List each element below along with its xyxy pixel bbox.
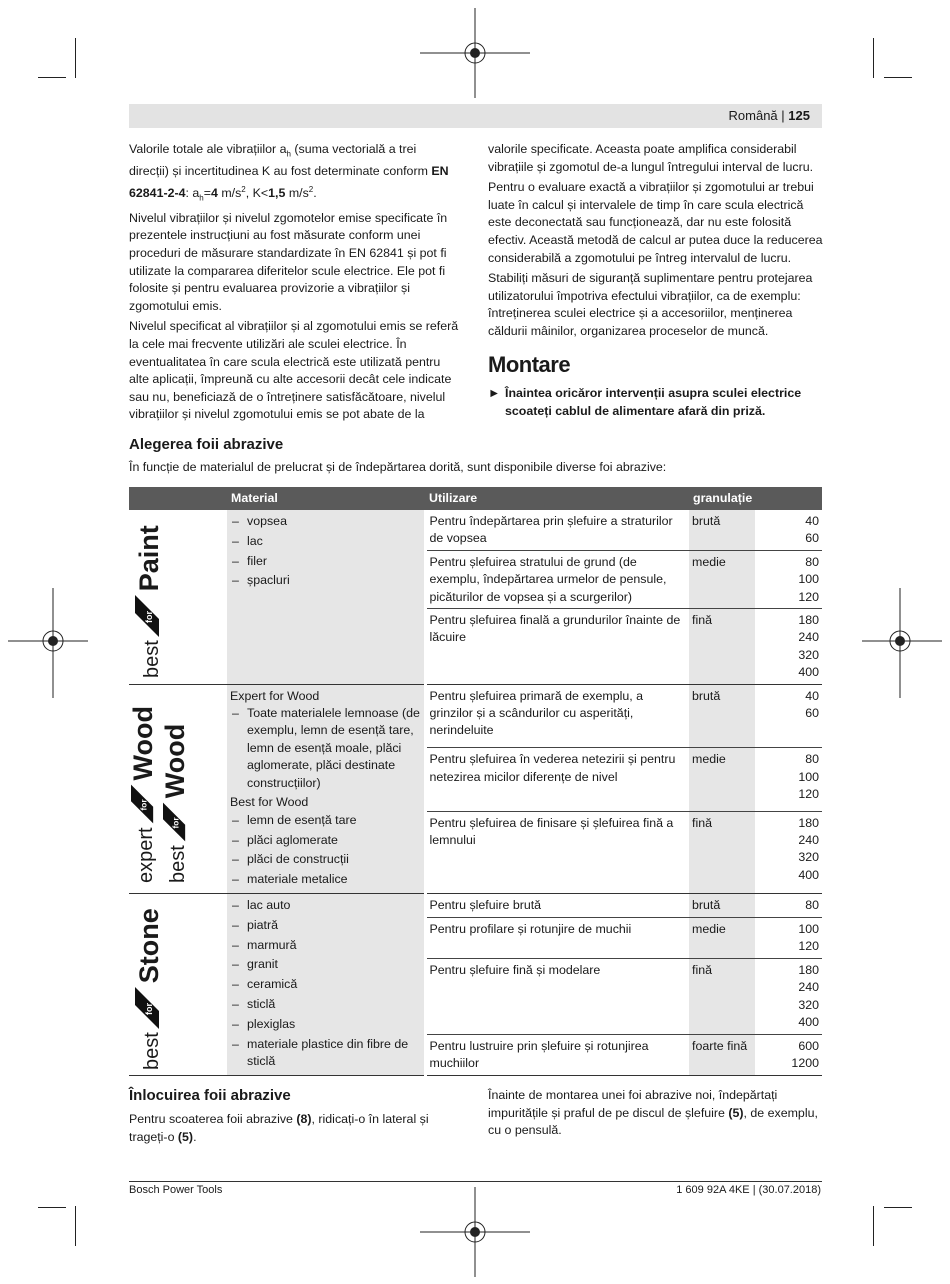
- logo-best-for-stone: [129, 894, 227, 1076]
- grit-number-cell: 80 100 120: [755, 748, 822, 811]
- crop-mark: [884, 77, 912, 78]
- use-cell: Pentru profilare și rotunjire de muchii: [425, 917, 689, 958]
- use-cell: Pentru șlefuire fină și modelare: [425, 958, 689, 1034]
- material-cell: [227, 684, 425, 893]
- grit-cell: fină: [689, 958, 755, 1034]
- header-separator: |: [781, 108, 785, 123]
- grit-number-cell: 180 240 320 400: [755, 609, 822, 685]
- list-item: – plăci aglomerate: [230, 832, 421, 849]
- use-cell: Pentru șlefuire brută: [425, 894, 689, 918]
- grit-cell: fină: [689, 811, 755, 893]
- logo-expert-text: expert: [135, 827, 157, 883]
- use-cell: Pentru șlefuirea de finisare și șlefuirea fină a lemnului: [425, 811, 689, 893]
- material-list: [230, 513, 421, 590]
- use-cell: Pentru îndepărtarea prin șlefuire a straturilor de vopsea: [425, 510, 689, 550]
- table-row: [129, 510, 822, 550]
- page-number: 125: [788, 108, 810, 123]
- list-item: – granit: [230, 956, 421, 973]
- section-title-abrasive: Alegerea foii abrazive: [129, 436, 284, 453]
- use-cell: Pentru șlefuirea finală a grundurilor înainte de lăcuire: [425, 609, 689, 685]
- grit-number-cell: 80: [755, 894, 822, 918]
- list-item: – ceramică: [230, 976, 421, 993]
- list-item: – filer: [230, 553, 421, 570]
- header-cell: [129, 487, 227, 510]
- list-item: – Toate materialele lemnoase (de exemplu, lemn de esență tare, lemn de esență moale, plăci aglomerate, plăci destinate construcțiilor): [230, 705, 421, 792]
- list-item: – sticlă: [230, 996, 421, 1013]
- header-material: Material: [227, 487, 425, 510]
- footer-divider: [129, 1181, 822, 1182]
- use-cell: Pentru șlefuirea în vederea netezirii și pentru netezirea micilor diferențe de nivel: [425, 748, 689, 811]
- paragraph: valorile specificate. Aceasta poate amplifica considerabil vibrațiile și zgomotul de-a lungul întregului interval de lucru.: [488, 142, 814, 174]
- material-group-title: Best for Wood: [230, 795, 309, 810]
- warning-note: [488, 385, 823, 420]
- list-item: – vopsea: [230, 513, 421, 530]
- crop-mark: [75, 38, 76, 78]
- paragraph: Stabiliți măsuri de siguranță suplimentare pentru protejarea utilizatorului împotriva efectului vibrațiilor, ca de exemplu: întreținerea sculei electrice și a accesoriilor, menținerea căldurii mâinilor, organizarea proceselor de muncă.: [488, 271, 813, 338]
- paragraph: Valorile totale ale vibrațiilor $a_h$ (suma vectorială a trei direcții) și incertitudinea K au fost determinate conform EN 62841-2-4: $a_h=4$ $m/s^2$, K<1,5 $m/s^2$.: [129, 142, 449, 203]
- use-cell: Pentru lustruire prin șlefuire și rotunjirea muchiilor: [425, 1034, 689, 1075]
- grit-cell: brută: [689, 894, 755, 918]
- header-language: Română: [728, 108, 778, 123]
- registration-mark-icon: [862, 588, 942, 698]
- abrasive-table: [129, 487, 822, 1076]
- material-list: [230, 812, 421, 889]
- use-cell: Pentru șlefuirea stratului de grund (de exemplu, îndepărtarea urmelor de pensule, picăturilor de vopsea și a scurgerilor): [425, 550, 689, 608]
- replace-right-text: Înainte de montarea unei foi abrazive noi, îndepărtați impuritățile și praful de pe discul de șlefuire (5), de exemplu, cu o pensulă.: [488, 1088, 818, 1138]
- paragraph: Nivelul vibrațiilor și nivelul zgomotelor emise specificate în prezentele instrucțiuni au fost măsurate conform unei proceduri de măsurare standardizate în EN 62841 și pot fi utilizate la compararea diferitelor scule electrice. Ele pot fi folosite și pentru evaluarea provizorie a vibrațiilor și zgomotului emis.: [129, 210, 448, 313]
- material-cell: [227, 894, 425, 1076]
- grit-cell: brută: [689, 510, 755, 550]
- logo-for-badge-icon: [135, 595, 161, 637]
- grit-number-cell: 600 1200: [755, 1034, 822, 1075]
- list-item: – marmură: [230, 937, 421, 954]
- grit-number-cell: 180 240 320 400: [755, 811, 822, 893]
- svg-text:for: for: [170, 816, 181, 828]
- crop-mark: [873, 1206, 874, 1246]
- footer-doc-id: 1 609 92A 4KE | (30.07.2018): [676, 1184, 821, 1196]
- grit-cell: medie: [689, 917, 755, 958]
- list-item: – lac auto: [230, 897, 421, 914]
- grit-cell: medie: [689, 748, 755, 811]
- left-column: [129, 141, 459, 427]
- material-list: [230, 897, 421, 1070]
- list-item: – lemn de esență tare: [230, 812, 421, 829]
- paragraph: Nivelul specificat al vibrațiilor și al zgomotului emis se referă la cele mai frecvente utilizări ale sculei electrice. În eventualitatea în care scula electrică este utilizată pentru alte aplicații, împreună cu alte accesorii decât cele indicate sau nu, beneficiază de o întreținere satisfăcătoare, nivelul vibrațiilor și nivelul zgomotului emis se pot abate de la: [129, 319, 459, 422]
- logo-name: Paint: [134, 525, 164, 592]
- logo-expert-best-for-wood: [129, 684, 227, 893]
- grit-cell: medie: [689, 550, 755, 608]
- logo-for-badge-icon: [135, 987, 161, 1029]
- grit-number-cell: 180 240 320 400: [755, 958, 822, 1034]
- logo-for-badge-icon: [131, 784, 155, 824]
- list-item: – lac: [230, 533, 421, 550]
- grit-number-cell: 40 60: [755, 510, 822, 550]
- grit-cell: fină: [689, 609, 755, 685]
- crop-mark: [873, 38, 874, 78]
- grit-number-cell: 100 120: [755, 917, 822, 958]
- use-cell: Pentru șlefuirea primară de exemplu, a grinzilor și a scândurilor cu asperități, nerindeluite: [425, 684, 689, 747]
- material-group-title: Expert for Wood: [230, 688, 320, 703]
- list-item: – șpacluri: [230, 572, 421, 589]
- warning-arrow-icon: ►: [488, 386, 501, 400]
- section-title-replace: Înlocuirea foii abrazive: [129, 1087, 291, 1104]
- header-use: Utilizare: [425, 487, 689, 510]
- section-title-montare: Montare: [488, 352, 571, 377]
- page-header-bar: [129, 104, 822, 128]
- svg-text:for: for: [138, 799, 149, 811]
- table-row: [129, 684, 822, 747]
- logo-name: Wood: [160, 723, 190, 798]
- logo-name: Stone: [134, 908, 164, 984]
- table-header-row: [129, 487, 822, 510]
- material-list: [230, 705, 421, 792]
- grit-number-cell: 40 60: [755, 684, 822, 747]
- list-item: – piatră: [230, 917, 421, 934]
- grit-cell: brută: [689, 684, 755, 747]
- header-grit: granulație: [689, 487, 822, 510]
- paragraph: Pentru o evaluare exactă a vibrațiilor și zgomotului ar trebui luate în calcul și intervalele de timp în care scula electrică este deconectată sau funcționează, dar nu este folosită efectiv. Această metodă de calcul ar putea duce la reducerea considerabilă a zgomotului pe întreg intervalul de lucru.: [488, 180, 823, 265]
- svg-text:for: for: [144, 1002, 154, 1015]
- registration-mark-icon: [420, 8, 530, 98]
- list-item: – materiale metalice: [230, 871, 421, 888]
- footer-brand: Bosch Power Tools: [129, 1184, 223, 1196]
- logo-for-badge-icon: [163, 801, 187, 841]
- logo-best-text: best: [141, 640, 163, 678]
- svg-text:for: for: [144, 610, 154, 623]
- list-item: – plexiglas: [230, 1016, 421, 1033]
- grit-number-cell: 80 100 120: [755, 550, 822, 608]
- registration-mark-icon: [420, 1187, 530, 1277]
- crop-mark: [75, 1206, 76, 1246]
- logo-best-text: best: [167, 844, 189, 883]
- page-header: [729, 108, 810, 123]
- logo-best-for-paint: [129, 510, 227, 684]
- table-row: [129, 894, 822, 918]
- grit-cell: foarte fină: [689, 1034, 755, 1075]
- crop-mark: [38, 77, 66, 78]
- crop-mark: [38, 1207, 66, 1208]
- list-item: – materiale plastice din fibre de sticlă: [230, 1036, 421, 1071]
- logo-name: Wood: [128, 705, 158, 781]
- material-cell: [227, 510, 425, 684]
- right-column: [488, 141, 824, 344]
- registration-mark-icon: [8, 588, 88, 698]
- replace-left-text: Pentru scoaterea foii abrazive (8), ridicați-o în lateral și trageți-o (5).: [129, 1112, 429, 1144]
- logo-best-text: best: [141, 1032, 163, 1071]
- list-item: – plăci de construcții: [230, 851, 421, 868]
- warning-text: Înaintea oricăror intervenții asupra sculei electrice scoateți cablul de alimentare afară din priză.: [505, 386, 802, 418]
- abrasive-intro: În funcție de materialul de prelucrat și de îndepărtarea dorită, sunt disponibile diverse foi abrazive:: [129, 460, 667, 474]
- crop-mark: [884, 1207, 912, 1208]
